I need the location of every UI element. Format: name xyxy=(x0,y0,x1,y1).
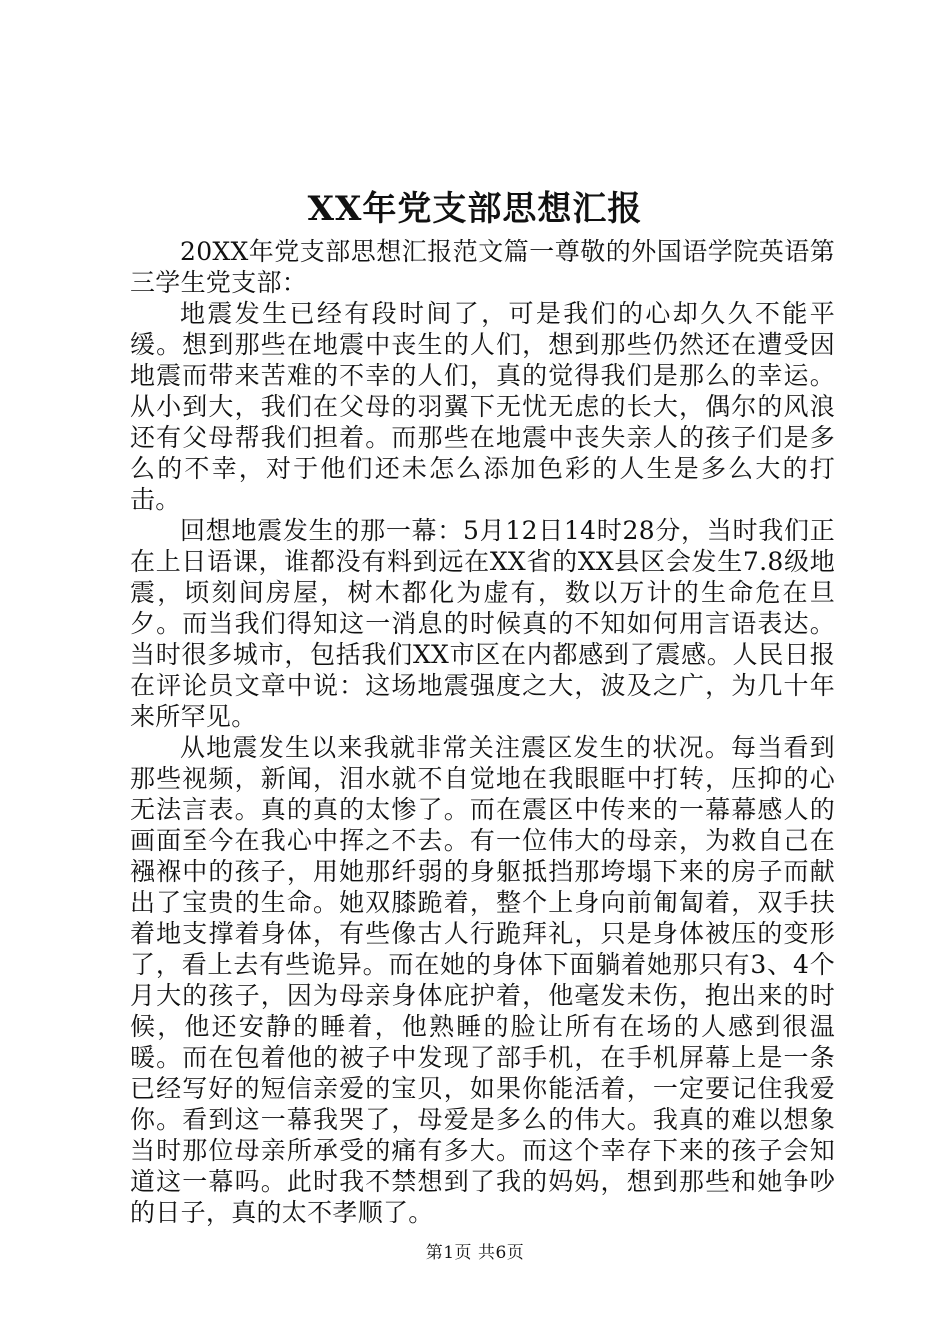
paragraph-3: 回想地震发生的那一幕：5月12日14时28分，当时我们正在上日语课，谁都没有料到远在XX省的XX县区会发生7.8级地震，顷刻间房屋，树木都化为虚有，数以万计的生命危在旦夕。而当我们得知这一消息的时候真的不知如何用言语表达。当时很多城市，包括我们XX市区在内都感到了震感。人民日报在评论员文章中说：这场地震强度之大，波及之广，为几十年来所罕见。 xyxy=(130,516,835,731)
paragraph-4: 从地震发生以来我就非常关注震区发生的状况。每当看到那些视频，新闻，泪水就不自觉地在我眼眶中打转，压抑的心无法言表。真的真的太惨了。而在震区中传来的一幕幕感人的画面至今在我心中挥之不去。有一位伟大的母亲，为救自己在襁褓中的孩子，用她那纤弱的身躯抵挡那垮塌下来的房子而献出了宝贵的生命。她双膝跪着，整个上身向前匍匐着，双手扶着地支撑着身体，有些像古人行跪拜礼，只是身体被压的变形了，看上去有些诡异。而在她的身体下面躺着她那只有3、4个月大的孩子，因为母亲身体庇护着，他毫发未伤，抱出来的时候，他还安静的睡着，他熟睡的脸让所有在场的人感到很温暖。而在包着他的被子中发现了部手机，在手机屏幕上是一条已经写好的短信亲爱的宝贝，如果你能活着，一定要记住我爱你。看到这一幕我哭了，母爱是多么的伟大。我真的难以想象当时那位母亲所承受的痛有多大。而这个幸存下来的孩子会知道这一幕吗。此时我不禁想到了我的妈妈，想到那些和她争吵的日子，真的太不孝顺了。 xyxy=(130,733,835,1227)
paragraph-1: 20XX年党支部思想汇报范文篇一尊敬的外国语学院英语第三学生党支部： xyxy=(130,237,835,297)
page-title: XX年党支部思想汇报 xyxy=(307,189,643,229)
page-number-footer: 第1页 共6页 xyxy=(425,1243,525,1263)
paragraph-2: 地震发生已经有段时间了，可是我们的心却久久不能平缓。想到那些在地震中丧生的人们，想到那些仍然还在遭受因地震而带来苦难的不幸的人们，真的觉得我们是那么的幸运。从小到大，我们在父母的羽翼下无忧无虑的长大，偶尔的风浪还有父母帮我们担着。而那些在地震中丧失亲人的孩子们是多么的不幸，对于他们还未怎么添加色彩的人生是多么大的打击。 xyxy=(130,299,835,514)
document-body xyxy=(130,236,835,1228)
